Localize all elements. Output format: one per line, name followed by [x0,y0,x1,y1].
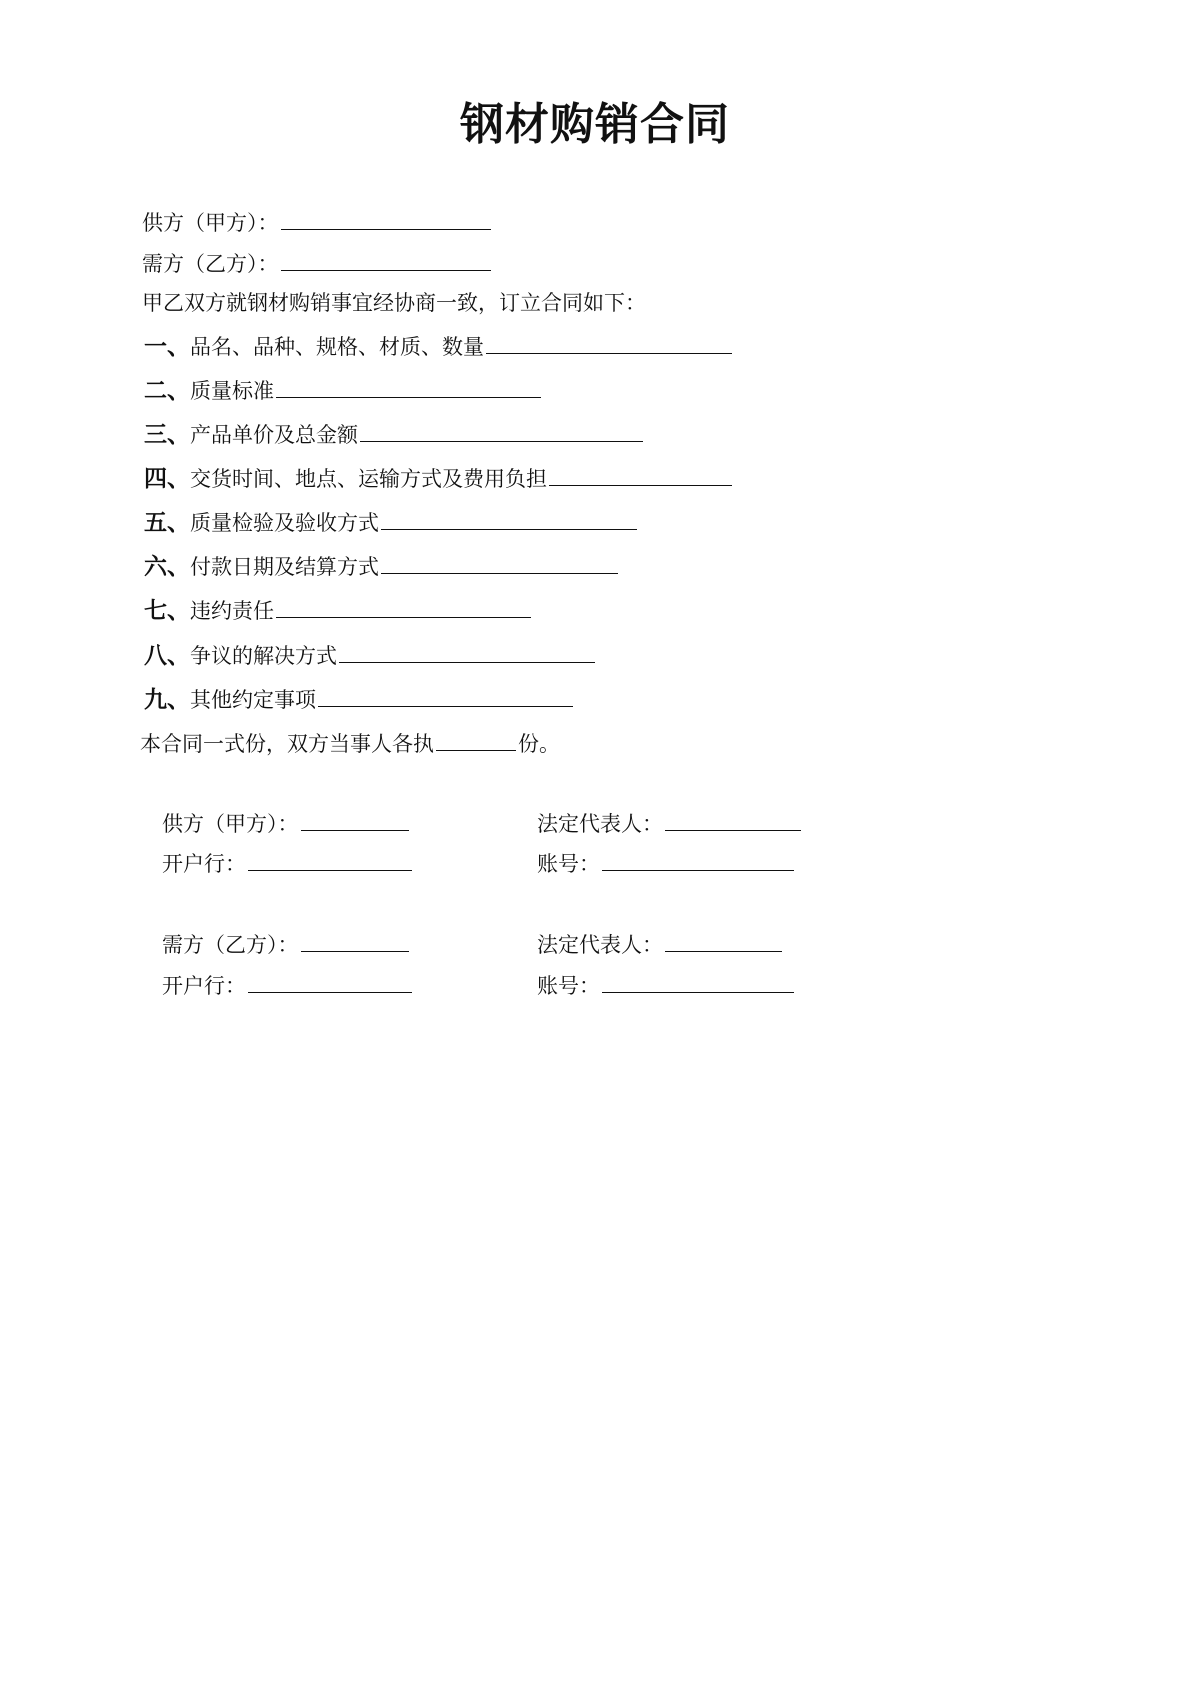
clause-blank[interactable] [276,595,531,618]
sig-buyer-party-blank[interactable] [301,929,409,952]
sig-buyer-party [162,929,409,960]
sig-supplier-party-label: 供方（甲方）： [162,812,299,836]
sig-supplier-bank [162,848,412,879]
clause-number: 四、 [144,466,190,492]
sig-supplier-rep-label: 法定代表人： [537,812,663,836]
clause-text: 品名、品种、规格、材质、数量 [190,335,484,359]
clause-number: 六、 [144,554,190,580]
clause-blank[interactable] [549,463,732,486]
party-buyer-blank[interactable] [281,248,491,271]
clause-2 [144,375,541,406]
sig-buyer-account-blank[interactable] [602,970,794,993]
sig-supplier-account-blank[interactable] [602,848,794,871]
clause-text: 质量标准 [190,379,274,403]
copies-text-before: 本合同一式份，双方当事人各执 [140,732,434,756]
sig-supplier-account [537,848,794,879]
clause-number: 一、 [144,334,190,360]
clause-number: 九、 [144,687,190,713]
clause-number: 五、 [144,510,190,536]
copies-line [140,728,560,759]
intro-text: 甲乙双方就钢材购销事宜经协商一致，订立合同如下： [142,291,646,315]
sig-buyer-rep-blank[interactable] [665,929,782,952]
sig-supplier-party [162,808,409,839]
sig-supplier-bank-blank[interactable] [248,848,412,871]
clause-blank[interactable] [276,375,541,398]
sig-buyer-bank-blank[interactable] [248,970,412,993]
sig-buyer-account-label: 账号： [537,974,600,998]
party-buyer-line [142,248,491,279]
clause-text: 违约责任 [190,599,274,623]
clause-text: 交货时间、地点、运输方式及费用负担 [190,467,547,491]
party-buyer-label: 需方（乙方）： [142,252,279,276]
clause-blank[interactable] [318,684,573,707]
clause-text: 其他约定事项 [190,688,316,712]
sig-supplier-account-label: 账号： [537,852,600,876]
clause-text: 争议的解决方式 [190,644,337,668]
party-supplier-blank[interactable] [281,207,491,230]
clause-blank[interactable] [360,419,643,442]
document-title: 钢材购销合同 [460,99,730,150]
clause-text: 付款日期及结算方式 [190,555,379,579]
clause-9 [144,684,573,715]
sig-buyer-bank [162,970,412,1001]
sig-buyer-rep [537,929,782,960]
sig-supplier-rep-blank[interactable] [665,808,801,831]
clause-text: 质量检验及验收方式 [190,511,379,535]
clause-blank[interactable] [486,331,732,354]
clause-number: 八、 [144,643,190,669]
clause-3 [144,419,643,450]
clause-6 [144,551,618,582]
clause-8 [144,640,595,671]
clause-blank[interactable] [339,640,595,663]
clause-4 [144,463,732,494]
clause-7 [144,595,531,626]
clause-5 [144,507,637,538]
sig-buyer-party-label: 需方（乙方）： [162,933,299,957]
clause-text: 产品单价及总金额 [190,423,358,447]
clause-number: 三、 [144,422,190,448]
clause-number: 二、 [144,378,190,404]
clause-1 [144,331,732,362]
sig-buyer-bank-label: 开户行： [162,974,246,998]
clause-number: 七、 [144,598,190,624]
sig-buyer-rep-label: 法定代表人： [537,933,663,957]
clause-blank[interactable] [381,507,637,530]
copies-text-after: 份。 [518,732,560,756]
clause-blank[interactable] [381,551,618,574]
copies-blank[interactable] [436,728,516,751]
sig-buyer-account [537,970,794,1001]
sig-supplier-party-blank[interactable] [301,808,409,831]
party-supplier-line [142,207,491,238]
sig-supplier-rep [537,808,801,839]
party-supplier-label: 供方（甲方）： [142,211,279,235]
sig-supplier-bank-label: 开户行： [162,852,246,876]
